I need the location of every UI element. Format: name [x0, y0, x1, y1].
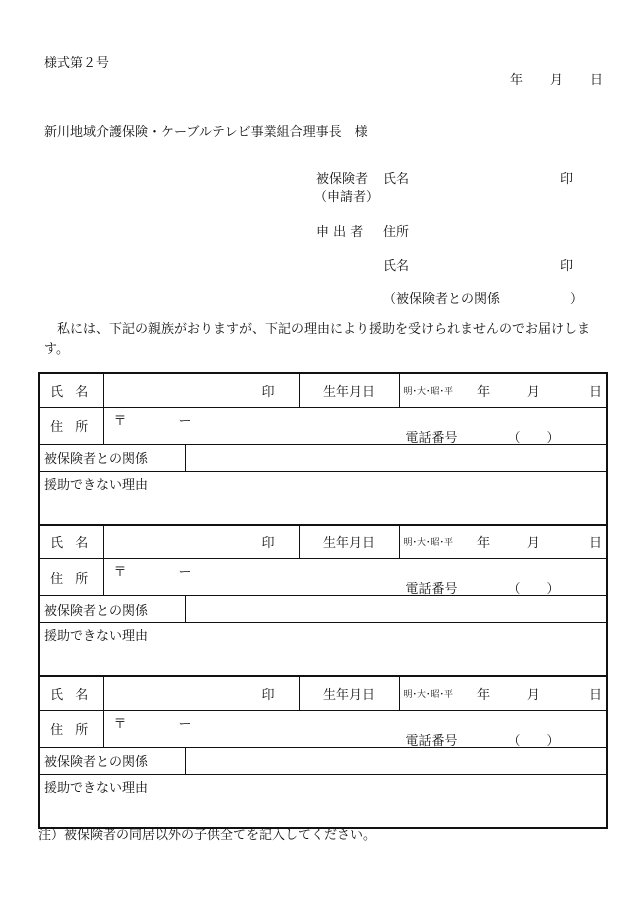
- postal-mark: 〒 ー: [113, 413, 192, 429]
- relative-2-name-row: [39, 525, 607, 559]
- relative-1-address-row: [39, 407, 607, 444]
- day-unit: 日: [588, 536, 602, 552]
- relative-1-reason-row: [39, 471, 607, 525]
- relation-field[interactable]: [185, 596, 607, 623]
- insured-seal: 印: [560, 172, 574, 187]
- month-unit: 月: [526, 687, 540, 703]
- relation-field[interactable]: [185, 747, 607, 774]
- birth-label: 生年月日: [299, 373, 399, 407]
- birth-label: 生年月日: [299, 525, 399, 559]
- day-unit: 日: [588, 687, 602, 703]
- phone-label: 電話番号: [405, 582, 458, 596]
- reporter-label: 申 出 者: [316, 225, 364, 240]
- footnote: 注）被保険者の同居以外の子供全てを記入してください。: [38, 828, 377, 843]
- relative-3-relation-row: [39, 747, 607, 774]
- era-options: 明･大･昭･平: [403, 689, 454, 700]
- relation-label: 被保険者との関係: [39, 596, 185, 623]
- address-field[interactable]: [103, 710, 607, 747]
- insured-label: 被保険者: [316, 172, 369, 187]
- applicant-label: （申請者）: [314, 190, 380, 205]
- reporter-address-label: 住所: [383, 225, 410, 240]
- form-number: 様式第２号: [44, 56, 110, 71]
- name-field[interactable]: [103, 525, 299, 559]
- year-label: 年: [510, 73, 524, 88]
- reason-label: 援助できない理由: [44, 629, 149, 644]
- reason-field[interactable]: [39, 774, 607, 828]
- relation-label: （被保険者との関係: [383, 292, 501, 307]
- postal-mark: 〒 ー: [113, 716, 192, 732]
- reason-field[interactable]: [39, 623, 607, 677]
- relative-3-name-row: [39, 676, 607, 710]
- addressee: 新川地域介護保険・ケーブルテレビ事業組合理事長 様: [44, 125, 368, 140]
- birth-date-field[interactable]: [399, 676, 607, 710]
- relatives-table: [38, 372, 608, 829]
- relative-3-reason-row: [39, 774, 607, 828]
- reporter-name-label: 氏名: [383, 259, 410, 274]
- reporter-seal: 印: [560, 259, 574, 274]
- name-label: 氏 名: [39, 373, 103, 407]
- day-unit: 日: [588, 384, 602, 400]
- address-label: 住 所: [39, 710, 103, 747]
- address-field[interactable]: [103, 407, 607, 444]
- statement: 私には、下記の親族がおりますが、下記の理由により援助を受けられませんのでお届けします。: [44, 322, 591, 357]
- reason-field[interactable]: [39, 471, 607, 525]
- phone-label: 電話番号: [405, 733, 458, 747]
- relative-2-relation-row: [39, 596, 607, 623]
- address-label: 住 所: [39, 407, 103, 444]
- relation-field[interactable]: [185, 444, 607, 471]
- year-unit: 年: [477, 536, 491, 552]
- phone-field[interactable]: （ ）: [507, 430, 560, 444]
- year-unit: 年: [477, 687, 491, 703]
- era-options: 明･大･昭･平: [403, 538, 454, 549]
- birth-date-field[interactable]: [399, 525, 607, 559]
- relative-3-address-row: [39, 710, 607, 747]
- relative-1-name-row: [39, 373, 607, 407]
- year-unit: 年: [477, 384, 491, 400]
- address-label: 住 所: [39, 559, 103, 596]
- seal-mark: 印: [261, 536, 275, 552]
- relation-label: 被保険者との関係: [39, 747, 185, 774]
- seal-mark: 印: [261, 687, 275, 703]
- postal-mark: 〒 ー: [113, 565, 192, 580]
- month-unit: 月: [526, 536, 540, 552]
- seal-mark: 印: [261, 384, 275, 400]
- insured-name-label: 氏名: [383, 172, 410, 187]
- era-options: 明･大･昭･平: [403, 386, 454, 397]
- phone-label: 電話番号: [405, 430, 458, 444]
- phone-field[interactable]: （ ）: [507, 733, 560, 747]
- relative-1-relation-row: [39, 444, 607, 471]
- relative-2-address-row: [39, 559, 607, 596]
- reason-label: 援助できない理由: [44, 780, 149, 796]
- address-field[interactable]: [103, 559, 607, 596]
- relative-2-reason-row: [39, 623, 607, 677]
- birth-date-field[interactable]: [399, 373, 607, 407]
- name-label: 氏 名: [39, 676, 103, 710]
- relation-close: ）: [570, 292, 584, 307]
- phone-field[interactable]: （ ）: [507, 582, 560, 596]
- relation-label: 被保険者との関係: [39, 444, 185, 471]
- name-field[interactable]: [103, 676, 299, 710]
- reason-label: 援助できない理由: [44, 477, 149, 493]
- birth-label: 生年月日: [299, 676, 399, 710]
- name-field[interactable]: [103, 373, 299, 407]
- month-label: 月: [550, 73, 564, 88]
- day-label: 日: [590, 73, 604, 88]
- name-label: 氏 名: [39, 525, 103, 559]
- month-unit: 月: [526, 384, 540, 400]
